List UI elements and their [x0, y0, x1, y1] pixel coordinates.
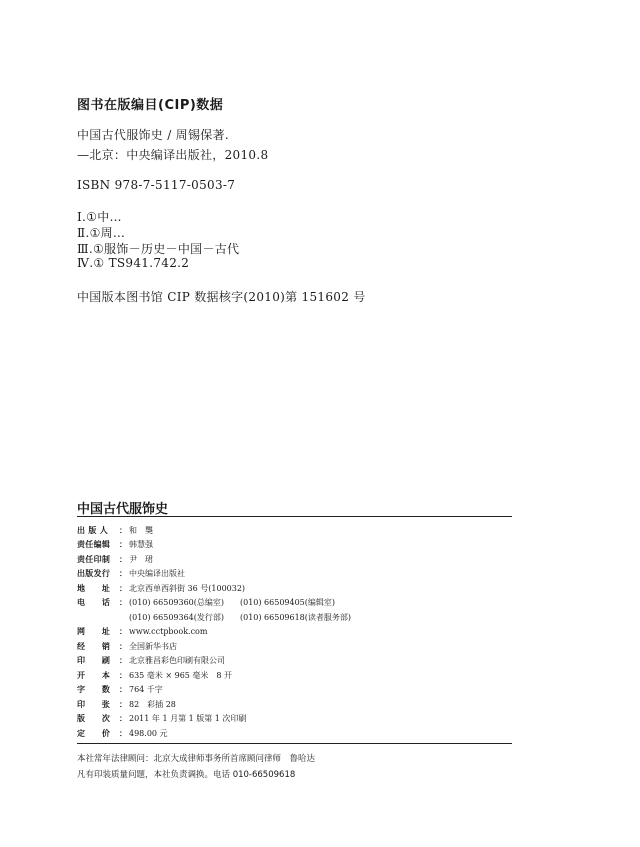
imprint-bottom-rule — [77, 743, 512, 744]
cip-class-3: Ⅲ.①服饰－历史－中国－古代 — [77, 242, 240, 256]
imprint-colon: ： — [119, 656, 127, 666]
imprint-row — [77, 538, 517, 553]
imprint-row — [77, 654, 517, 669]
imprint-colon: ： — [119, 699, 127, 709]
imprint-label: 出 版 人 — [77, 525, 109, 535]
cip-title-line: 中国古代服饰史 / 周锡保著. — [77, 128, 229, 142]
imprint-table — [77, 523, 517, 741]
cip-isbn: ISBN 978-7-5117-0503-7 — [77, 178, 236, 192]
imprint-value: 和 龑 — [129, 525, 153, 535]
imprint-value: 全国新华书店 — [129, 641, 177, 651]
print-quality-note: 凡有印装质量问题，本社负责调换。电话 010-66509618 — [77, 770, 296, 780]
imprint-row — [77, 625, 517, 640]
imprint-top-rule — [77, 516, 512, 517]
imprint-row — [77, 581, 517, 596]
imprint-colon: ： — [119, 685, 127, 695]
imprint-colon: ： — [119, 598, 127, 608]
imprint-colon: ： — [119, 627, 127, 637]
imprint-value: 尹 珺 — [129, 554, 153, 564]
imprint-row — [77, 668, 517, 683]
imprint-colon: ： — [119, 714, 127, 724]
imprint-colon: ： — [119, 670, 127, 680]
imprint-label: 定 价 — [77, 728, 111, 738]
imprint-row — [77, 610, 517, 625]
imprint-row — [77, 552, 517, 567]
imprint-label: 地 址 — [77, 583, 111, 593]
imprint-value: www.cctpbook.com — [129, 627, 208, 637]
imprint-row — [77, 726, 517, 741]
imprint-label: 版 次 — [77, 714, 111, 724]
legal-counsel-note: 本社常年法律顾问：北京大成律师事务所首席顾问律师 鲁哈达 — [77, 754, 316, 764]
imprint-title: 中国古代服饰史 — [77, 502, 169, 517]
cip-record-number: 中国版本图书馆 CIP 数据核字(2010)第 151602 号 — [77, 290, 366, 304]
imprint-row — [77, 683, 517, 698]
imprint-label: 电 话 — [77, 598, 111, 608]
imprint-label: 经 销 — [77, 641, 111, 651]
imprint-row — [77, 596, 517, 611]
imprint-row — [77, 697, 517, 712]
imprint-value: 498.00 元 — [129, 728, 168, 738]
imprint-row — [77, 523, 517, 538]
imprint-value: 82 彩插 28 — [129, 699, 176, 709]
cip-class-1: Ⅰ.①中… — [77, 210, 122, 224]
imprint-row — [77, 567, 517, 582]
imprint-colon: ： — [119, 569, 127, 579]
imprint-colon: ： — [119, 641, 127, 651]
imprint-row — [77, 639, 517, 654]
imprint-label: 出版发行 — [77, 569, 111, 579]
imprint-value: 北京西单西斜街 36 号(100032) — [129, 583, 246, 593]
imprint-value: (010) 66509364(发行部) — [129, 612, 225, 622]
imprint-value: 764 千字 — [129, 685, 163, 695]
imprint-value-secondary: (010) 66509405(编辑室) — [240, 598, 336, 608]
imprint-colon: ： — [119, 554, 127, 564]
imprint-label: 印 刷 — [77, 656, 111, 666]
imprint-label: 网 址 — [77, 627, 111, 637]
imprint-value-secondary: (010) 66509618(读者服务部) — [240, 612, 352, 622]
cip-heading: 图书在版编目(CIP)数据 — [77, 98, 224, 113]
imprint-label: 责任印制 — [77, 554, 111, 564]
imprint-colon: ： — [119, 525, 127, 535]
imprint-colon: ： — [119, 540, 127, 550]
imprint-value: 北京雅昌彩色印刷有限公司 — [129, 656, 225, 666]
imprint-value: 韩慧强 — [129, 540, 153, 550]
imprint-colon: ： — [119, 728, 127, 738]
imprint-label: 责任编辑 — [77, 540, 111, 550]
imprint-value: 中央编译出版社 — [129, 569, 185, 579]
cip-class-2: Ⅱ.①周… — [77, 226, 126, 240]
imprint-value: 2011 年 1 月第 1 版第 1 次印刷 — [129, 714, 247, 724]
imprint-label: 开 本 — [77, 670, 111, 680]
imprint-value: 635 毫米 × 965 毫米 8 开 — [129, 670, 233, 680]
cip-publisher-line: —北京：中央编译出版社，2010.8 — [77, 148, 269, 162]
imprint-label: 印 张 — [77, 699, 111, 709]
imprint-label: 字 数 — [77, 685, 111, 695]
cip-class-4: Ⅳ.① TS941.742.2 — [77, 256, 190, 270]
imprint-row — [77, 712, 517, 727]
imprint-colon: ： — [119, 583, 127, 593]
imprint-value: (010) 66509360(总编室) — [129, 598, 225, 608]
